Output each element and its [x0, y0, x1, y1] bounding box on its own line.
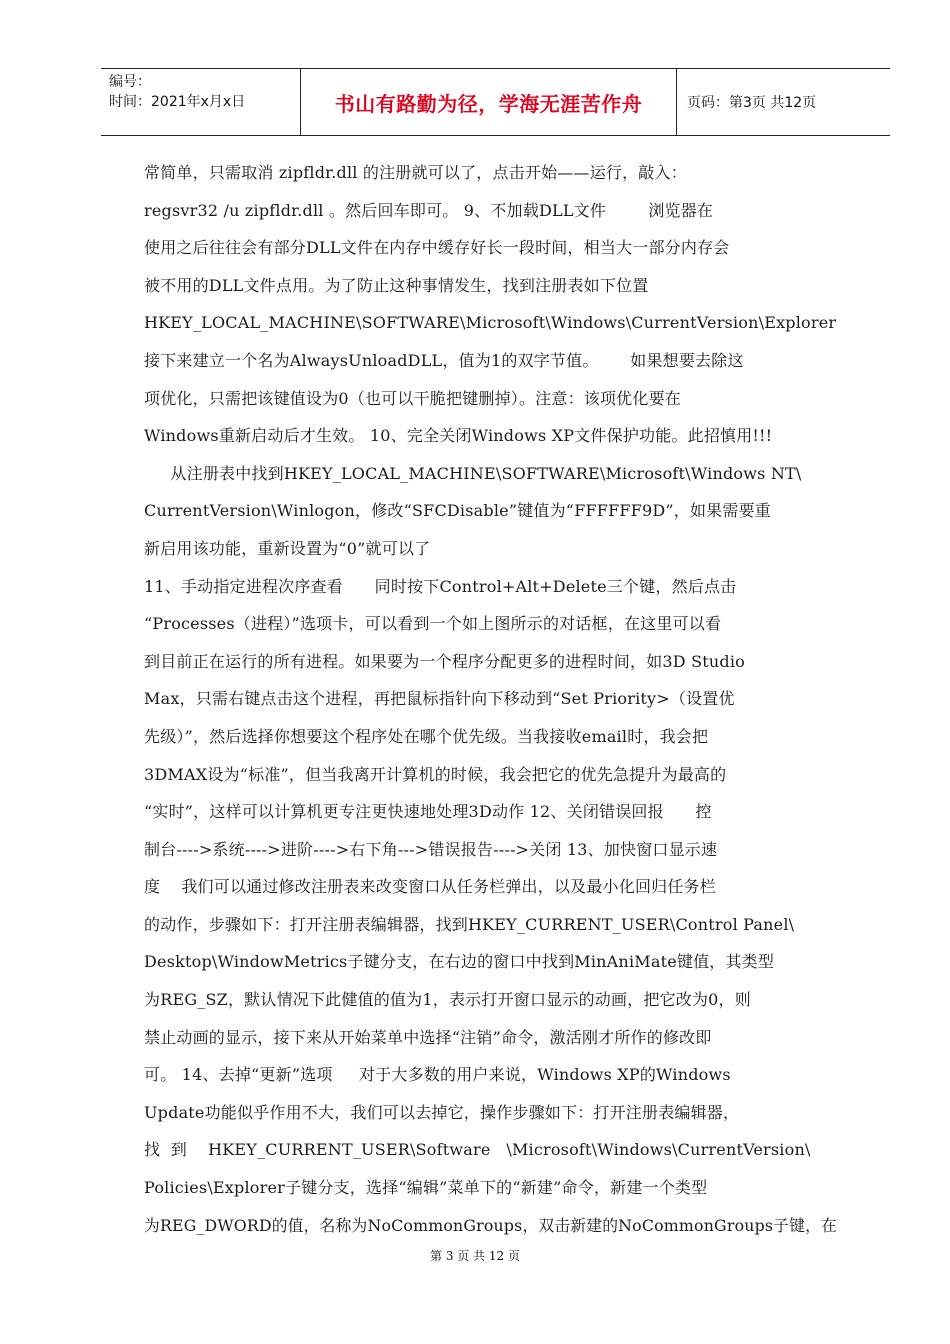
text-line: 可。 14、去掉“更新”选项 对于大多数的用户来说，Windows XP的Windows — [144, 1065, 731, 1085]
text-line: 接下来建立一个名为AlwaysUnloadDLL，值为1的双字节值。 如果想要去除这 — [144, 350, 744, 370]
text-line: 3DMAX设为“标准”，但当我离开计算机的时候，我会把它的优先急提升为最高的 — [144, 764, 727, 784]
header-motto: 书山有路勤为径，学海无涯苦作舟 — [301, 69, 677, 135]
date-line: 时间：2021年x月x日 — [109, 94, 246, 110]
text-line: 先级）”，然后选择你想要这个程序处在哪个优先级。当我接收email时，我会把 — [144, 726, 709, 746]
header-page-info: 页码：第3页 共12页 — [687, 95, 817, 111]
page-footer: 第 3 页 共 12 页 — [430, 1249, 520, 1263]
text-line: 使用之后往往会有部分DLL文件在内存中缓存好长一段时间，相当大一部分内存会 — [144, 238, 730, 258]
text-line: Update功能似乎作用不大，我们可以去掉它，操作步骤如下：打开注册表编辑器， — [144, 1102, 740, 1122]
text-line: 新启用该功能，重新设置为“0”就可以了 — [144, 538, 431, 558]
text-line: 常简单，只需取消 zipfldr.dll 的注册就可以了，点击开始——运行，敲入： — [144, 163, 687, 182]
text-line: 禁止动画的显示，接下来从开始菜单中选择“注销”命令，激活刚才所作的修改即 — [144, 1027, 712, 1047]
text-line: 制台---->系统---->进阶---->右下角--->错误报告---->关闭 13、加快窗口显示速 — [144, 839, 718, 859]
number-label: 编号： — [109, 74, 151, 90]
header-meta — [101, 69, 301, 135]
text-line: Desktop\WindowMetrics子键分支，在右边的窗口中找到MinAniMate键值，其类型 — [144, 952, 775, 972]
text-line: 度 我们可以通过修改注册表来改变窗口从任务栏弹出，以及最小化回归任务栏 — [144, 877, 716, 897]
text-line: Max，只需右键点击这个进程，再把鼠标指针向下移动到“Set Priority>（设置优 — [144, 689, 735, 709]
document-body — [144, 154, 847, 1244]
text-line: 项优化，只需把该键值设为0（也可以干脆把键删掉）。注意：该项优化要在 — [144, 388, 681, 408]
text-line: 的动作，步骤如下：打开注册表编辑器，找到HKEY_CURRENT_USER\Control Panel\ — [144, 914, 795, 934]
text-line: Windows重新启动后才生效。 10、完全关闭Windows XP文件保护功能。此招慎用!!! — [144, 426, 773, 446]
text-line: 到目前正在运行的所有进程。如果要为一个程序分配更多的进程时间，如3D Studio — [144, 651, 745, 671]
text-line: 为REG_SZ，默认情况下此健值的值为1，表示打开窗口显示的动画，把它改为0，则 — [144, 990, 751, 1010]
text-line: “实时”，这样可以计算机更专注更快速地处理3D动作 12、关闭错误回报 控 — [144, 802, 712, 822]
text-line: HKEY_LOCAL_MACHINE\SOFTWARE\Microsoft\Windows\CurrentVersion\Explorer — [144, 313, 837, 333]
page-header — [101, 68, 890, 136]
text-line: “Processes（进程）”选项卡，可以看到一个如上图所示的对话框，在这里可以看 — [144, 614, 722, 634]
text-line: 为REG_DWORD的值，名称为NoCommonGroups，双击新建的NoCommonGroups子键，在 — [144, 1215, 837, 1235]
text-line: 找 到 HKEY_CURRENT_USER\Software \Microsoft\Windows\CurrentVersion\ — [144, 1140, 811, 1160]
text-line: regsvr32 /u zipfldr.dll 。然后回车即可。 9、不加载DLL文件 浏览器在 — [144, 200, 714, 220]
text-line: 被不用的DLL文件点用。为了防止这种事情发生，找到注册表如下位置 — [144, 275, 649, 295]
text-line: 从注册表中找到HKEY_LOCAL_MACHINE\SOFTWARE\Microsoft\Windows NT\ — [144, 463, 802, 483]
text-line: Policies\Explorer子键分支，选择“编辑”菜单下的“新建”命令，新建一个类型 — [144, 1178, 708, 1198]
text-line: CurrentVersion\Winlogon，修改“SFCDisable”键值为“FFFFFF9D”，如果需要重 — [144, 501, 771, 521]
text-line: 11、手动指定进程次序查看 同时按下Control+Alt+Delete三个键，然后点击 — [144, 576, 737, 596]
